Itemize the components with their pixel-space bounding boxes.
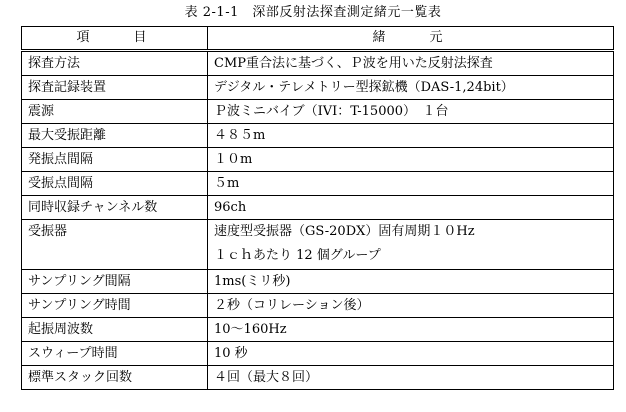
table-row <box>22 148 614 172</box>
row-value: 10 秒 <box>208 342 614 366</box>
row-value: デジタル・テレメトリー型探鉱機（DAS-1,24bit） <box>208 76 614 100</box>
table-row <box>22 318 614 342</box>
row-value-line-1: 速度型受振器（GS-20DX）固有周期１０Hz <box>214 224 475 239</box>
table-row <box>22 220 614 270</box>
row-label: 探査記録装置 <box>22 76 208 100</box>
row-label: 標準スタック回数 <box>22 366 208 390</box>
row-value <box>208 220 614 270</box>
table-row <box>22 270 614 294</box>
table-row <box>22 196 614 220</box>
row-value: 10～160Hz <box>208 318 614 342</box>
row-label: 起振周波数 <box>22 318 208 342</box>
row-label: 受振器 <box>22 220 208 270</box>
row-value: 96ch <box>208 196 614 220</box>
row-value: １０m <box>208 148 614 172</box>
header-row <box>22 27 614 51</box>
table-row <box>22 124 614 148</box>
row-label: 最大受振距離 <box>22 124 208 148</box>
row-label: 発振点間隔 <box>22 148 208 172</box>
row-value: ４８５m <box>208 124 614 148</box>
table-row <box>22 294 614 318</box>
row-label: 同時収録チャンネル数 <box>22 196 208 220</box>
row-label: スウィープ時間 <box>22 342 208 366</box>
row-value: 1ms(ミリ秒) <box>208 270 614 294</box>
table-row <box>22 100 614 124</box>
table-row <box>22 76 614 100</box>
spec-table <box>21 26 614 390</box>
table-caption: 表 2-1-1 深部反射法探査測定緒元一覧表 <box>184 5 442 20</box>
row-value-line-2: １ｃｈあたり 12 個グループ <box>214 248 381 263</box>
row-label: サンプリング時間 <box>22 294 208 318</box>
row-value: Ｐ波ミニバイブ（IVI：T-15000） １台 <box>208 100 614 124</box>
table-row <box>22 172 614 196</box>
row-value: ５m <box>208 172 614 196</box>
table-row <box>22 366 614 390</box>
header-spec: 緒 元 <box>208 27 614 51</box>
row-label: 震源 <box>22 100 208 124</box>
row-label: サンプリング間隔 <box>22 270 208 294</box>
row-label: 受振点間隔 <box>22 172 208 196</box>
header-item: 項 目 <box>22 27 208 51</box>
table-row <box>22 342 614 366</box>
row-value: CMP重合法に基づく、Ｐ波を用いた反射法探査 <box>208 51 614 76</box>
row-value: ４回（最大８回） <box>208 366 614 390</box>
row-label: 探査方法 <box>22 51 208 76</box>
table-row <box>22 51 614 76</box>
row-value: ２秒（コリレーション後） <box>208 294 614 318</box>
